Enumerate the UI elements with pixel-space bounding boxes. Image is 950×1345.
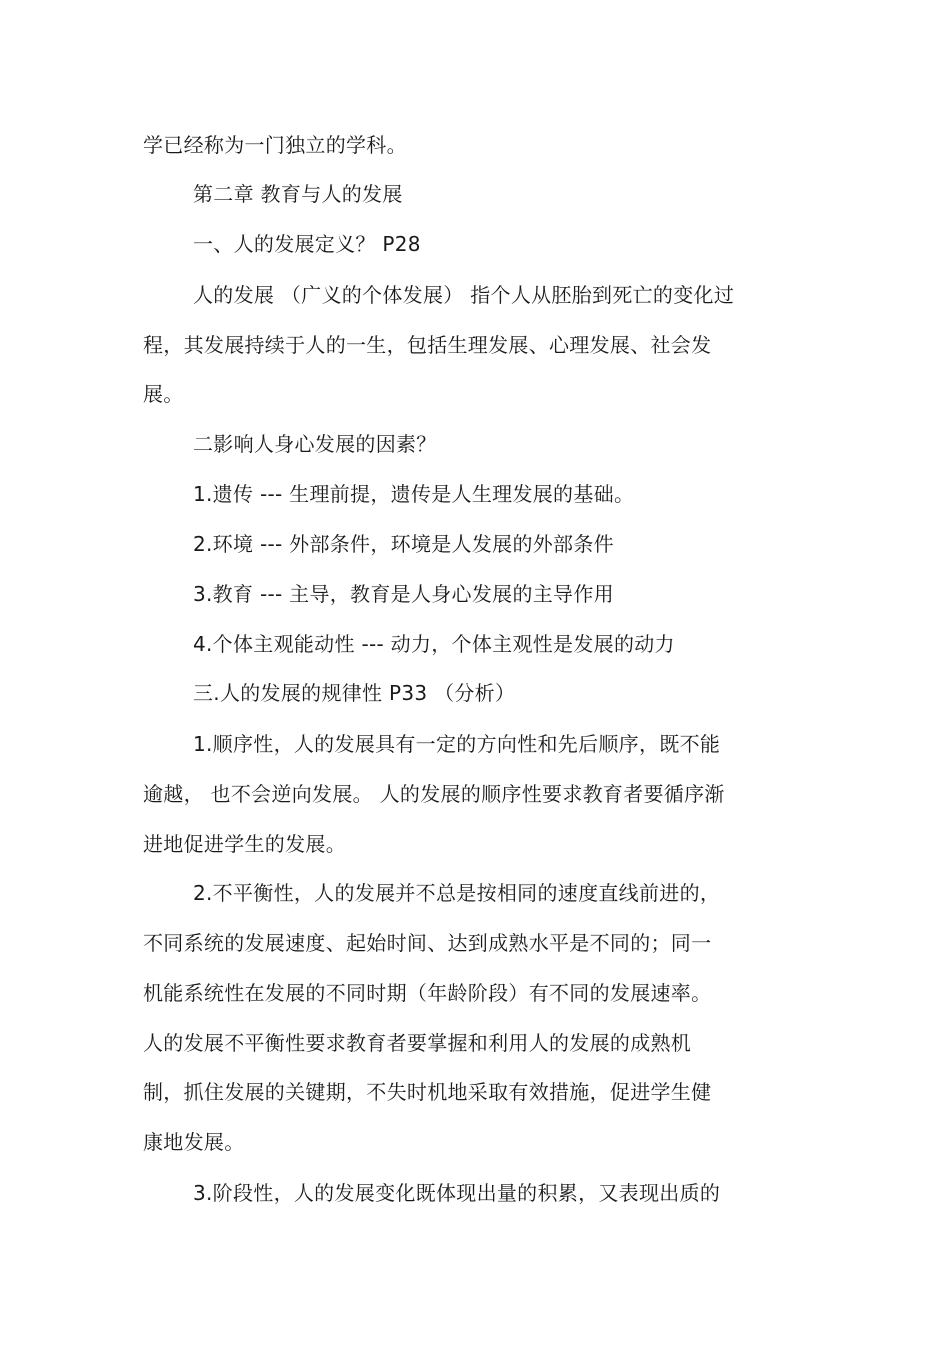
text-line: 展。 [143, 382, 184, 406]
text-line: 人的发展 （广义的个体发展） 指个人从胚胎到死亡的变化过 [193, 283, 735, 307]
text-line: 1.顺序性，人的发展具有一定的方向性和先后顺序，既不能 [193, 732, 721, 756]
list-item: 4.个体主观能动性 --- 动力，个体主观性是发展的动力 [193, 632, 675, 656]
text-line: 逾越， 也不会逆向发展。 人的发展的顺序性要求教育者要循序渐 [143, 782, 725, 806]
text-line: 不同系统的发展速度、起始时间、达到成熟水平是不同的；同一 [143, 931, 712, 955]
text-line: 学已经称为一门独立的学科。 [143, 133, 407, 157]
text-line: 制，抓住发展的关键期，不失时机地采取有效措施，促进学生健 [143, 1080, 712, 1104]
list-item: 3.教育 --- 主导，教育是人身心发展的主导作用 [193, 582, 614, 606]
section-heading: 三.人的发展的规律性 P33 （分析） [193, 681, 516, 705]
text-line: 2.不平衡性，人的发展并不总是按相同的速度直线前进的， [193, 881, 721, 905]
section-heading: 二影响人身心发展的因素？ [193, 432, 437, 456]
section-heading: 一、人的发展定义？ P28 [193, 232, 421, 256]
text-line: 3.阶段性，人的发展变化既体现出量的积累，又表现出质的 [193, 1181, 721, 1205]
text-line: 人的发展不平衡性要求教育者要掌握和利用人的发展的成熟机 [143, 1031, 692, 1055]
text-line: 程，其发展持续于人的一生，包括生理发展、心理发展、社会发 [143, 333, 712, 357]
list-item: 2.环境 --- 外部条件，环境是人发展的外部条件 [193, 532, 614, 556]
list-item: 1.遗传 --- 生理前提，遗传是人生理发展的基础。 [193, 482, 635, 506]
chapter-heading: 第二章 教育与人的发展 [193, 182, 403, 206]
text-line: 康地发展。 [143, 1130, 245, 1154]
text-line: 进地促进学生的发展。 [143, 832, 346, 856]
text-line: 机能系统性在发展的不同时期（年龄阶段）有不同的发展速率。 [143, 981, 712, 1005]
